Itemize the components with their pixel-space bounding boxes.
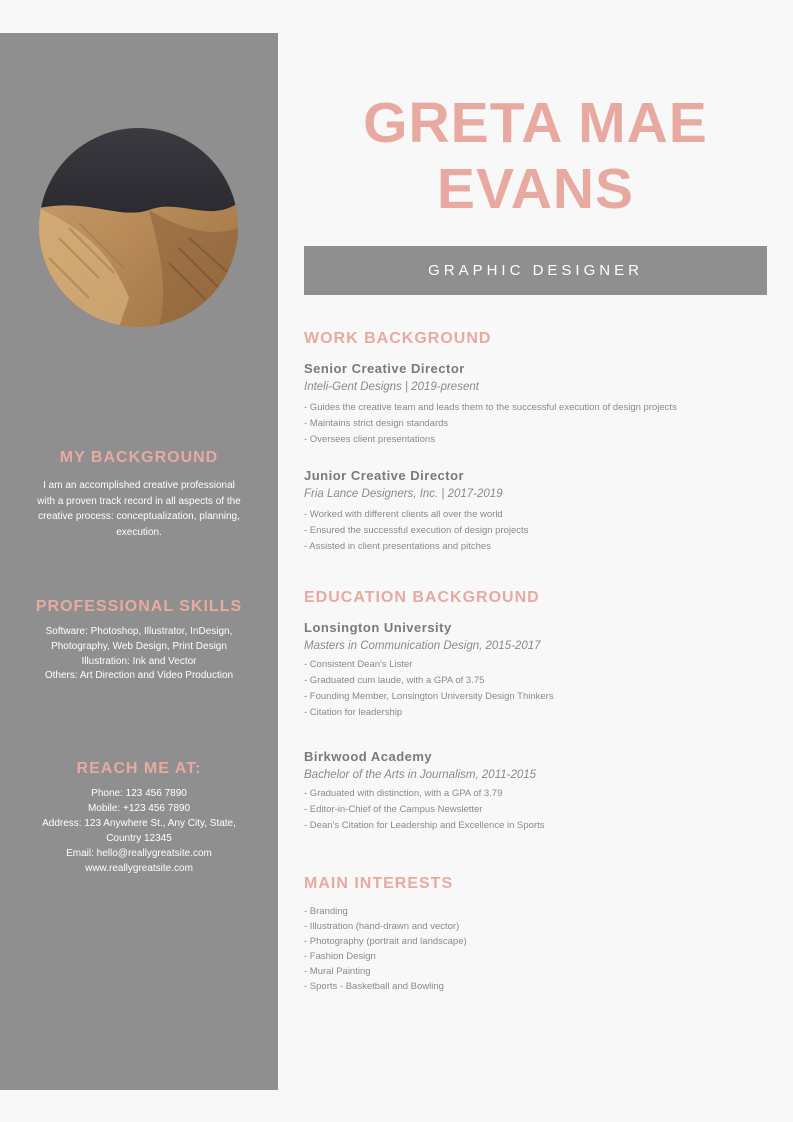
skills-heading: PROFESSIONAL SKILLS — [35, 598, 243, 615]
list-item: - Ensured the successful execution of design projects — [304, 525, 529, 536]
job-duties — [304, 400, 774, 448]
list-item: - Guides the creative team and leads them to the successful execution of design projects — [304, 402, 677, 413]
contact-heading: REACH ME AT: — [76, 760, 202, 777]
profile-photo — [39, 128, 238, 327]
school-degree: Bachelor of the Arts in Journalism, 2011-2015 — [304, 769, 537, 781]
list-item: - Sports - Basketball and Bowling — [304, 981, 444, 992]
job-duties — [304, 507, 774, 555]
skills-line: Software: Photoshop, Illustrator, InDesign, — [45, 626, 233, 637]
name-line-1: GRETA MAE — [363, 91, 708, 155]
work-entry-1 — [304, 360, 774, 448]
list-item: - Graduated cum laude, with a GPA of 3.75 — [304, 675, 485, 686]
background-line: execution. — [116, 526, 162, 538]
school-name: Lonsington University — [304, 620, 452, 635]
interests-list — [304, 904, 774, 994]
background-line: creative process: conceptualization, planning, — [38, 511, 240, 522]
background-text — [0, 478, 278, 540]
name-line-2: EVANS — [436, 157, 635, 221]
school-achievements — [304, 657, 774, 721]
list-item: - Consistent Dean's Lister — [304, 659, 413, 670]
school-achievements — [304, 786, 774, 834]
job-company: Fria Lance Designers, Inc. | 2017-2019 — [304, 488, 503, 500]
list-item: - Branding — [304, 906, 348, 917]
skills-section — [0, 598, 278, 684]
skills-line: Others: Art Direction and Video Production — [44, 670, 234, 682]
work-entry-2 — [304, 467, 774, 555]
list-item: - Mural Painting — [304, 966, 371, 977]
education-entry-1 — [304, 619, 774, 721]
contact-address-country: Country 12345 — [106, 832, 172, 844]
job-company: Inteli-Gent Designs | 2019-present — [304, 381, 479, 393]
job-title: Junior Creative Director — [304, 468, 465, 483]
work-heading: WORK BACKGROUND — [304, 330, 492, 347]
contact-phone: Phone: 123 456 7890 — [91, 788, 187, 799]
school-degree: Masters in Communication Design, 2015-2017 — [304, 640, 541, 652]
list-item: - Worked with different clients all over the world — [304, 509, 503, 520]
list-item: - Photography (portrait and landscape) — [304, 936, 467, 947]
background-heading: MY BACKGROUND — [59, 449, 219, 466]
contact-email: Email: hello@reallygreatsite.com — [66, 847, 212, 859]
photo-icon — [39, 128, 238, 327]
contact-section — [0, 760, 278, 876]
list-item: - Maintains strict design standards — [304, 418, 449, 429]
school-name: Birkwood Academy — [304, 749, 433, 764]
list-item: - Illustration (hand-drawn and vector) — [304, 921, 460, 932]
contact-address: Address: 123 Anywhere St., Any City, State, — [42, 817, 236, 829]
interests-items — [304, 904, 774, 994]
list-item: - Graduated with distinction, with a GPA of 3.79 — [304, 788, 503, 799]
education-heading: EDUCATION BACKGROUND — [304, 589, 540, 606]
list-item: - Dean's Citation for Leadership and Excellence in Sports — [304, 820, 545, 831]
skills-line: Photography, Web Design, Print Design — [51, 640, 227, 652]
background-section — [0, 449, 278, 540]
list-item: - Fashion Design — [304, 951, 376, 962]
list-item: - Founding Member, Lonsington University Design Thinkers — [304, 691, 554, 702]
list-item: - Editor-in-Chief of the Campus Newsletter — [304, 804, 483, 815]
list-item: - Oversees client presentations — [304, 434, 435, 445]
contact-text — [0, 787, 278, 876]
list-item: - Citation for leadership — [304, 707, 403, 718]
background-line: I am an accomplished creative professional — [43, 480, 235, 491]
list-item: - Assisted in client presentations and pitches — [304, 541, 491, 552]
background-line: with a proven track record in all aspects of the — [37, 495, 241, 507]
job-title: Senior Creative Director — [304, 361, 465, 376]
skills-line: Illustration: Ink and Vector — [81, 655, 197, 667]
contact-mobile: Mobile: +123 456 7890 — [87, 802, 191, 814]
education-entry-2 — [304, 748, 774, 834]
interests-heading: MAIN INTERESTS — [304, 875, 454, 892]
job-title-bar: GRAPHIC DESIGNER — [304, 246, 767, 295]
skills-text — [0, 625, 278, 684]
sidebar — [0, 33, 278, 1090]
contact-website: www.reallygreatsite.com — [85, 862, 193, 874]
